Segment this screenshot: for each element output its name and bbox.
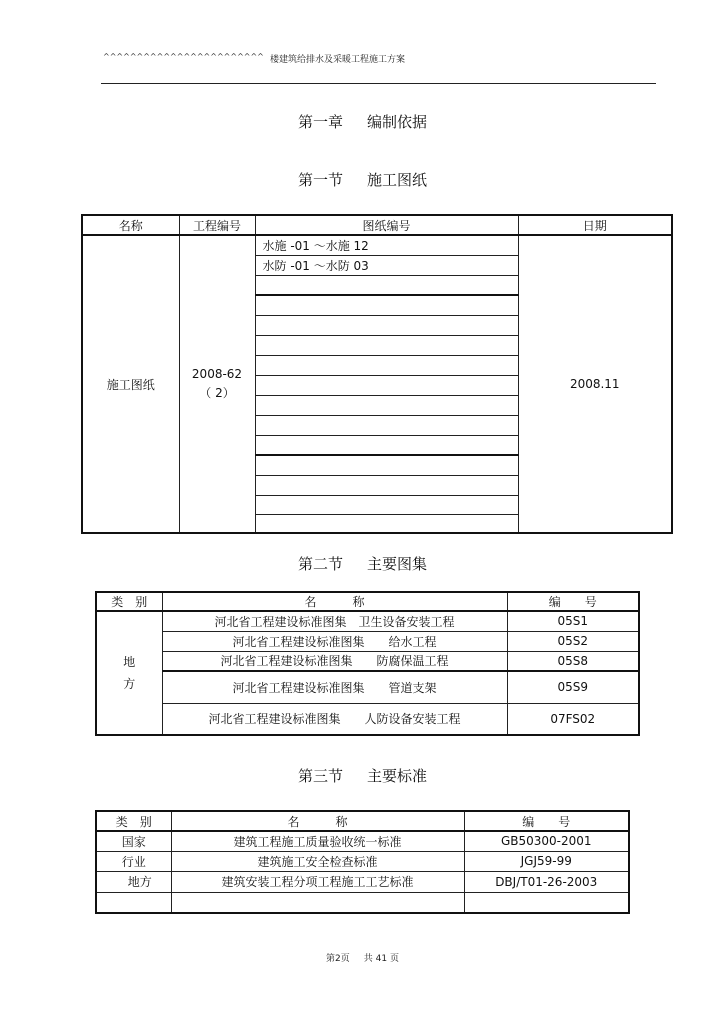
header-code: 编 号 <box>507 592 639 611</box>
category-line1: 地 <box>123 655 136 669</box>
table-row <box>96 703 639 735</box>
header-title: 楼建筑给排水及采暖工程施工方案 <box>270 55 406 65</box>
header-category: 类 别 <box>96 592 162 611</box>
section1-label: 第一节 <box>297 171 343 189</box>
drawing-cell <box>255 495 518 514</box>
table-row <box>96 611 639 631</box>
drawing-cell <box>255 415 518 435</box>
code-cell: DBJ/T01-26-2003 <box>464 871 629 892</box>
drawing-cell <box>255 355 518 375</box>
category-cell: 国家 <box>96 831 171 851</box>
drawing-cell <box>255 514 518 533</box>
table-row <box>96 831 629 851</box>
header-date: 日期 <box>518 215 672 235</box>
name-cell: 建筑施工安全检查标准 <box>171 851 464 871</box>
code-cell: 05S8 <box>507 651 639 671</box>
table-row <box>82 235 672 255</box>
name-cell: 建筑安装工程分项工程施工工艺标准 <box>171 871 464 892</box>
drawing-cell <box>255 335 518 355</box>
section3-heading <box>0 765 725 786</box>
header-project-no: 工程编号 <box>179 215 255 235</box>
section2-heading <box>0 553 725 574</box>
drawing-cell <box>255 375 518 395</box>
header-name: 名 称 <box>171 811 464 831</box>
category-cell: 施工图纸 <box>82 235 179 533</box>
name-cell: 河北省工程建设标准图集 防腐保温工程 <box>162 651 507 671</box>
code-cell: 05S1 <box>507 611 639 631</box>
table-row <box>96 651 639 671</box>
table-header-row <box>96 592 639 611</box>
header-drawing-no: 图纸编号 <box>255 215 518 235</box>
header-name: 名 称 <box>162 592 507 611</box>
table-header-row <box>82 215 672 235</box>
table-row <box>96 871 629 892</box>
drawing-cell <box>255 315 518 335</box>
name-cell: 河北省工程建设标准图集 管道支架 <box>162 671 507 703</box>
code-cell <box>464 892 629 913</box>
drawing-cell <box>255 395 518 415</box>
name-cell <box>171 892 464 913</box>
table-header-row <box>96 811 629 831</box>
header-name: 名称 <box>82 215 179 235</box>
date-cell: 2008.11 <box>518 235 672 533</box>
project-no-cell <box>179 235 255 533</box>
section1-title: 施工图纸 <box>367 171 428 189</box>
drawing-cell <box>255 275 518 295</box>
category-cell <box>96 611 162 735</box>
name-cell: 河北省工程建设标准图集 给水工程 <box>162 631 507 651</box>
category-line2: 方 <box>123 677 136 691</box>
table-row <box>96 851 629 871</box>
drawing-cell <box>255 435 518 455</box>
drawing-cell <box>255 295 518 315</box>
code-cell: 05S2 <box>507 631 639 651</box>
page-number: 第2页 <box>326 954 350 964</box>
standards-table <box>95 810 630 914</box>
table-row <box>96 671 639 703</box>
code-cell: JGJ59-99 <box>464 851 629 871</box>
page-total: 共 41 页 <box>363 954 399 964</box>
table-row <box>96 892 629 913</box>
category-cell: 地方 <box>96 871 171 892</box>
section2-label: 第二节 <box>297 555 343 573</box>
category-cell: 行业 <box>96 851 171 871</box>
name-cell: 河北省工程建设标准图集 人防设备安装工程 <box>162 703 507 735</box>
drawing-cell <box>255 475 518 495</box>
chapter-title: 编制依据 <box>367 113 428 131</box>
section1-heading <box>0 169 725 190</box>
section2-title: 主要图集 <box>367 555 428 573</box>
header-rule <box>101 83 656 84</box>
code-cell: GB50300-2001 <box>464 831 629 851</box>
project-no-line2: （ 2） <box>199 386 235 400</box>
drawing-cell: 水防 -01 ～水防 03 <box>255 255 518 275</box>
header-marks: ^^^^^^^^^^^^^^^^^^^^^^^^ <box>103 52 264 61</box>
table-row <box>96 631 639 651</box>
drawing-cell <box>255 455 518 475</box>
drawings-table <box>81 214 673 534</box>
project-no-line1: 2008-62 <box>191 367 243 381</box>
atlas-table <box>95 591 640 736</box>
name-cell: 建筑工程施工质量验收统一标准 <box>171 831 464 851</box>
section3-label: 第三节 <box>297 767 343 785</box>
header-code: 编 号 <box>464 811 629 831</box>
page-footer <box>0 951 725 964</box>
category-cell <box>96 892 171 913</box>
chapter-heading <box>0 111 725 132</box>
code-cell: 05S9 <box>507 671 639 703</box>
chapter-label: 第一章 <box>297 113 343 131</box>
code-cell: 07FS02 <box>507 703 639 735</box>
header-category: 类 别 <box>96 811 171 831</box>
section3-title: 主要标准 <box>367 767 428 785</box>
name-cell: 河北省工程建设标准图集 卫生设备安装工程 <box>162 611 507 631</box>
drawing-cell: 水施 -01 ～水施 12 <box>255 235 518 255</box>
